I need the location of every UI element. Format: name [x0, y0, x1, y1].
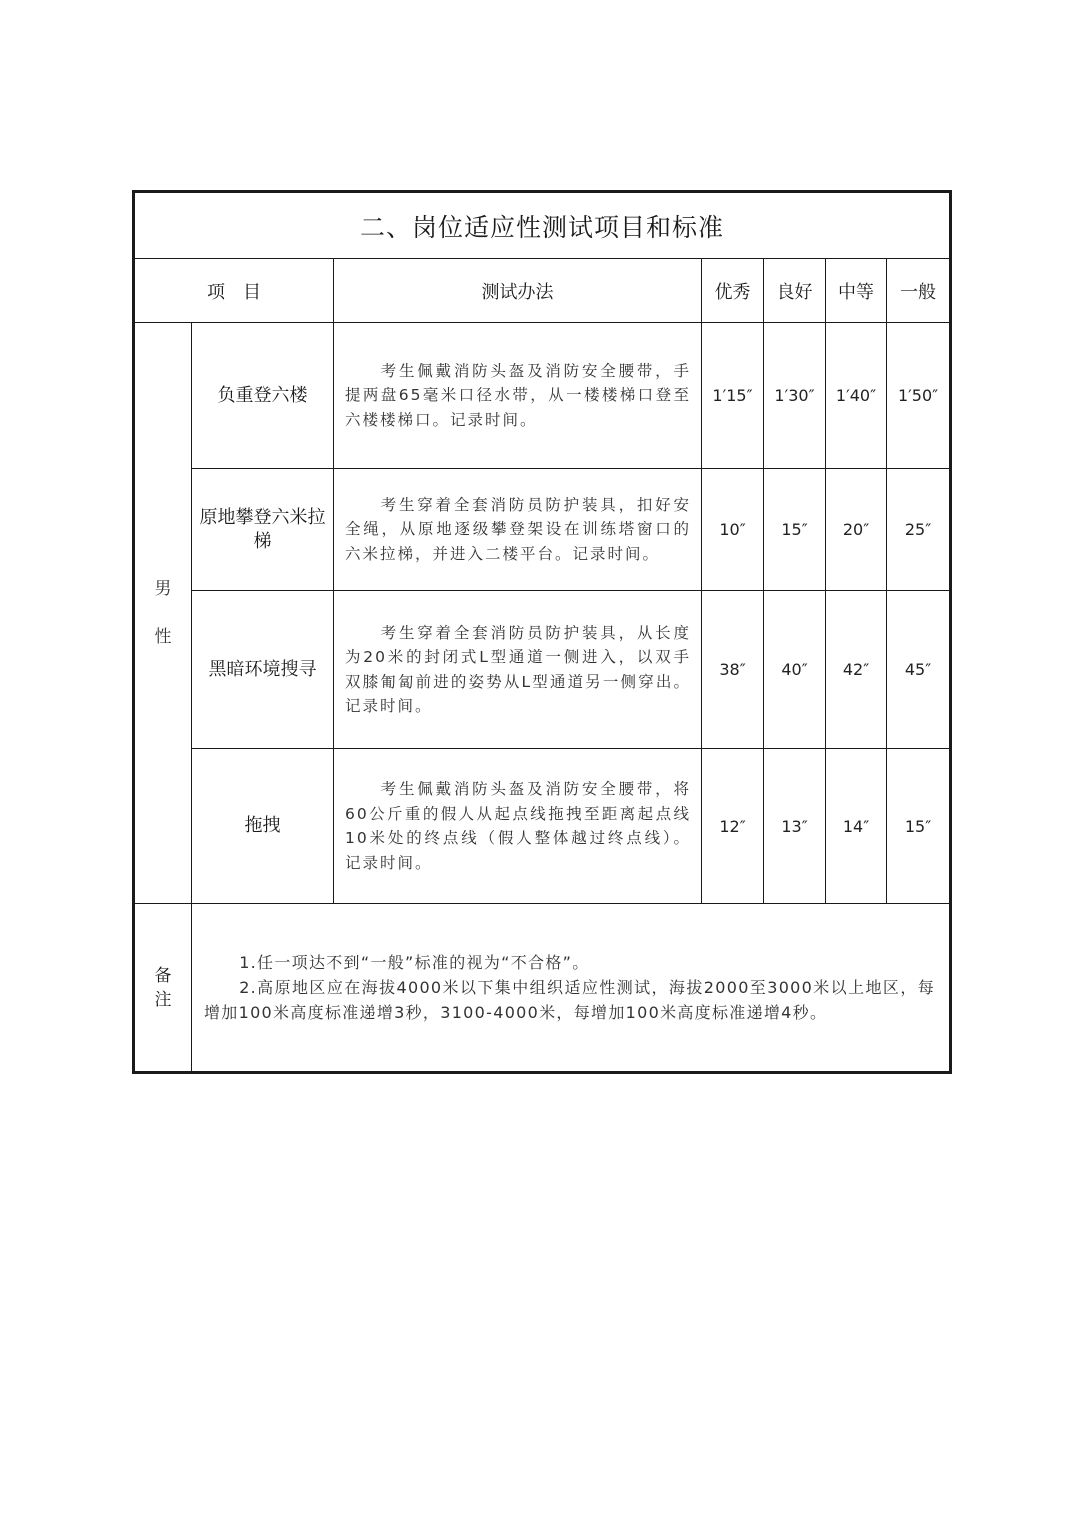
standards-table	[132, 190, 952, 1074]
remarks-row	[134, 904, 951, 1073]
table-row	[134, 323, 951, 469]
grade-value: 38″	[702, 591, 764, 749]
gender-label	[134, 323, 192, 904]
remarks-label	[134, 904, 192, 1073]
header-grade-medium: 中等	[826, 259, 887, 323]
grade-value: 15″	[764, 469, 826, 591]
grade-value: 1′50″	[887, 323, 951, 469]
header-grade-general: 一般	[887, 259, 951, 323]
grade-value: 40″	[764, 591, 826, 749]
grade-value: 1′15″	[702, 323, 764, 469]
item-name: 负重登六楼	[192, 323, 334, 469]
item-name: 原地攀登六米拉梯	[192, 469, 334, 591]
header-method: 测试办法	[334, 259, 702, 323]
grade-value: 12″	[702, 749, 764, 904]
remarks-content	[192, 904, 951, 1073]
header-item: 项 目	[134, 259, 334, 323]
grade-value: 45″	[887, 591, 951, 749]
test-method: 考生穿着全套消防员防护装具，扣好安全绳，从原地逐级攀登架设在训练塔窗口的六米拉梯，并进入二楼平台。记录时间。	[334, 469, 702, 591]
test-method: 考生穿着全套消防员防护装具，从长度为20米的封闭式L型通道一侧进入，以双手双膝匍匐前进的姿势从L型通道另一侧穿出。记录时间。	[334, 591, 702, 749]
test-method: 考生佩戴消防头盔及消防安全腰带，将60公斤重的假人从起点线拖拽至距离起点线10米处的终点线（假人整体越过终点线）。记录时间。	[334, 749, 702, 904]
table-row	[134, 749, 951, 904]
grade-value: 1′40″	[826, 323, 887, 469]
gender-char: 性	[154, 627, 172, 647]
grade-value: 13″	[764, 749, 826, 904]
table-title: 二、岗位适应性测试项目和标准	[134, 192, 951, 259]
grade-value: 1′30″	[764, 323, 826, 469]
remark-line: 1.任一项达不到“一般”标准的视为“不合格”。	[239, 953, 590, 972]
remarks-label-char: 备	[154, 965, 172, 986]
grade-value: 42″	[826, 591, 887, 749]
grade-value: 15″	[887, 749, 951, 904]
remarks-label-char: 注	[154, 989, 172, 1010]
table-row	[134, 591, 951, 749]
grade-value: 20″	[826, 469, 887, 591]
header-grade-excellent: 优秀	[702, 259, 764, 323]
gender-char: 男	[154, 579, 172, 599]
table-row	[134, 469, 951, 591]
grade-value: 25″	[887, 469, 951, 591]
item-name: 拖拽	[192, 749, 334, 904]
header-grade-good: 良好	[764, 259, 826, 323]
test-method: 考生佩戴消防头盔及消防安全腰带，手提两盘65毫米口径水带，从一楼楼梯口登至六楼楼梯口。记录时间。	[334, 323, 702, 469]
item-name: 黑暗环境搜寻	[192, 591, 334, 749]
grade-value: 14″	[826, 749, 887, 904]
grade-value: 10″	[702, 469, 764, 591]
remark-line: 2.高原地区应在海拔4000米以下集中组织适应性测试，海拔2000至3000米以上地区，每增加100米高度标准递增3秒，3100-4000米，每增加100米高度标准递增4秒。	[204, 978, 936, 1022]
